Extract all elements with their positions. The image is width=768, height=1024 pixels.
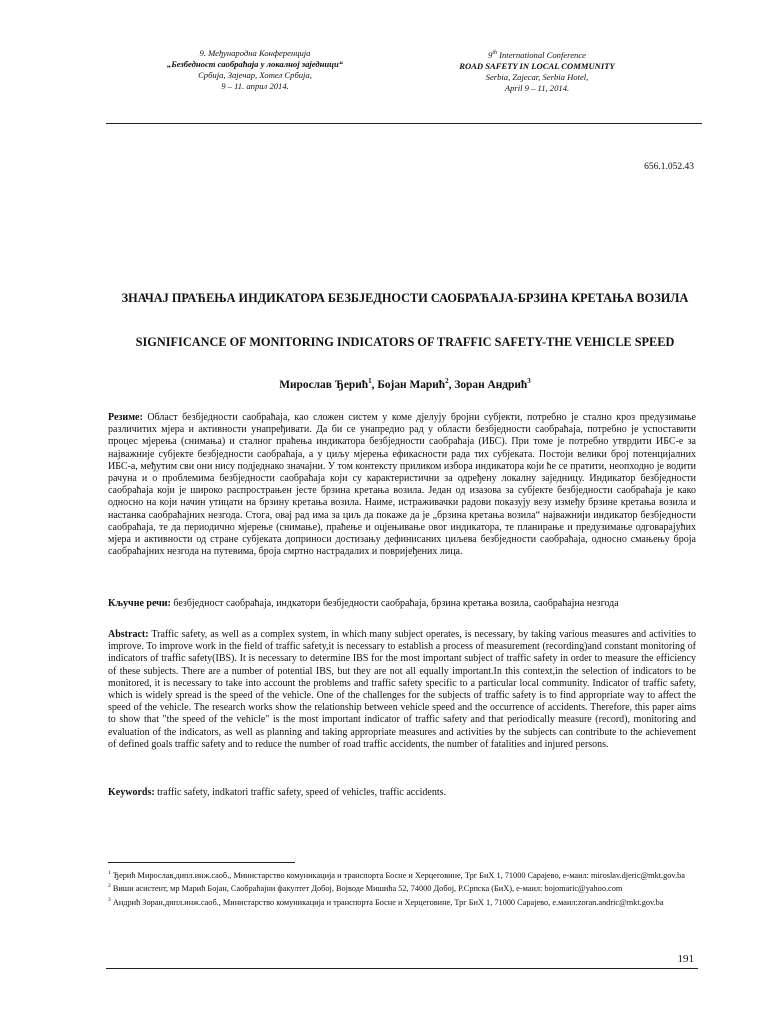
page-number: 191 (677, 953, 694, 965)
footer-divider (106, 968, 698, 969)
conference-header-english (432, 48, 642, 94)
header-left-line3: Србија, Зајечар, Хотел Србија, (198, 70, 312, 80)
author-name: Зоран Андрић (454, 378, 528, 391)
footnote-item (108, 868, 696, 881)
keywords-text: traffic safety, indkatori traffic safety, speed of vehicles, traffic accidents. (157, 787, 447, 798)
header-right-ordinal: 9 (488, 49, 493, 60)
author-separator: , (448, 378, 455, 391)
footnote-mark: 2 (108, 883, 111, 890)
paper-title-english: SIGNIFICANCE OF MONITORING INDICATORS OF TRAFFIC SAFETY-THE VEHICLE SPEED (135, 335, 675, 349)
header-left-line1: 9. Међународна Конференција (199, 48, 311, 58)
header-right-line3: Serbia, Zajecar, Serbia Hotel, (485, 71, 589, 82)
rezime-label: Резиме: (108, 412, 143, 423)
footnote-mark: 3 (108, 896, 111, 903)
footnote-text: Ђерић Мирослав,дипл.инж.сaоб., Министарство комуникација и транспорта Босне и Херцеговине, Трг БиХ 1, 71000 Сарајево, е-маил: miroslav.djeric@mkt.gov.ba (112, 870, 685, 880)
header-right-ordinal-suffix: th (492, 50, 497, 56)
header-right-line1 (432, 48, 642, 61)
rezime-text: Област безбједности саобраћаја, као сложен систем у коме дјелују бројни субјекти, потребно је стално кроз предузимање различитих мјера и активности унапређивати. Да би се унапредио рад у области безбједности саобраћаја, потребно је успоставити процес мјерења (снимања) и сталног праћења индикатора безбједности саобраћаја (ИБС). При томе је потребно утврдити ИБС-е за најважније субјекте безбједности саобраћаја, а у циљу мјерења ефикасности рада тих субјеката. Постоји велики број потенцијалних ИБС-а, међутим сви они нису подједнако значајни. У том контексту приликом избора индикатора који ће се пратити, неопходно је водити рачуна и о проблемима безбједности саобраћаја који су карактеристични за одређену локалну заједницу. Индикатор безбједности саобраћаја који је широко распрострањен јесте брзина кретања возила. Један од изазова за субјекте безбједности саобраћаја је како односно на који начин утицати на брзину кретања возила. Наиме, истраживачки радови показују везу између брзине кретања возила и настанка саобраћајних незгода. Стога, овај рад има за циљ да покаже да је „брзина кретања возила“ најважнији индикатор безбједности саобраћаја, те да периодично мјерење (снимање), праћење и оцјењивање овог индикатора, те планирање и предузимање одговарајућих мјера и активности од стране субјеката доприноси достизању дефинисаних циљева безбједности саобраћаја, односно смањењу броја саобраћајних незгода на путевима, броја смртно настрадалих и повријеђених лица. (108, 412, 696, 558)
kljucne-reci-label: Кључне речи: (108, 598, 171, 609)
keywords-paragraph (108, 787, 696, 799)
conference-header-serbian (150, 48, 360, 92)
header-right-line2: ROAD SAFETY IN LOCAL COMMUNITY (459, 60, 615, 71)
abstract-text: Traffic safety, as well as a complex system, in which many subject operates, is necessary, by taking various measures and activities to improve. To improve work in the field of traffic safety,it is necessary to establish a process of measurement (recording)and constant monitoring of indicators of traffic safety(IBS). It is necessary to determine IBS for the most important subject of traffic safety in order to measure the efficiency of these subjects. There are a number of potential IBS, but they are not all equally important.In this context,in the selection of indicators to be monitored, it is necessary to take into account the problems and traffic safety specific to a particular local community. Indicator of traffic safety, which is widely spread is the speed of the vehicle. One of the challenges for the subjects of traffic safety is to find appropriate way to affect the speed of the vehicle. The research works show the relationship between vehicle speed and the occurrence of accidents. Therefore, this paper aims to show that "the speed of the vehicle" is the most important indicator of traffic safety and that periodically measure (record), monitoring and evaluation of the indicators, as well as planning and taking appropriate measures and activities by the subjects can contribute to the achievement of defined goals traffic safety and to reduce the number of road traffic accidents, the number of fatalities and injured persons. (108, 629, 696, 750)
kljucne-reci-text: безбједност саобраћаја, индкатори безбједности саобраћаја, брзина кретања возила, саобраћајна незгода (173, 598, 619, 609)
abstract-paragraph (108, 629, 696, 751)
footnote-mark: 1 (108, 870, 111, 876)
paper-title-serbian: ЗНАЧАЈ ПРАЋЕЊА ИНДИКАТОРА БЕЗБЈЕДНОСТИ САОБРАЋАЈА-БРЗИНА КРЕТАЊА ВОЗИЛА (121, 291, 689, 305)
abstract-label: Abstract: (108, 629, 149, 640)
author-footnote-mark[interactable]: 3 (527, 377, 531, 385)
rezime-paragraph (108, 412, 696, 558)
header-left-line4: 9 – 11. април 2014. (221, 81, 289, 91)
author-list (110, 377, 700, 391)
header-divider (106, 123, 702, 124)
udc-code: 656.1.052.43 (644, 162, 694, 172)
author-separator: , (371, 378, 378, 391)
footnote-divider (108, 862, 295, 863)
kljucne-reci-paragraph (108, 598, 696, 610)
footnote-item (108, 881, 696, 894)
footnote-text: Виши асистент, мр Марић Бојан, Саобраћајни факултет Добој, Војводе Мишића 52, 74000 Добој, Р.Српска (БиХ), е-маил: bojomaric@yahoo.com (112, 884, 623, 894)
header-right-conference: International Conference (497, 49, 586, 60)
header-left-line2: „Безбедност саобраћаја у локалној заједници“ (166, 59, 344, 69)
keywords-label: Keywords: (108, 787, 155, 798)
author-name: Мирослав Ђерић (279, 378, 369, 391)
header-right-line4: April 9 – 11, 2014. (504, 82, 570, 93)
author-footnote-mark[interactable]: 1 (368, 377, 372, 385)
footnotes (108, 868, 696, 908)
footnote-text: Андрић Зоран,дипл.инж.сaоб., Министарство комуникација и транспорта Босне и Херцеговине, Трг БиХ 1, 71000 Сарајево, е.маил:zoran.andric@mkt.gov.ba (112, 897, 664, 907)
author-footnote-mark[interactable]: 2 (445, 377, 449, 385)
footnote-item (108, 895, 696, 908)
author-name: Бојан Марић (377, 378, 446, 391)
